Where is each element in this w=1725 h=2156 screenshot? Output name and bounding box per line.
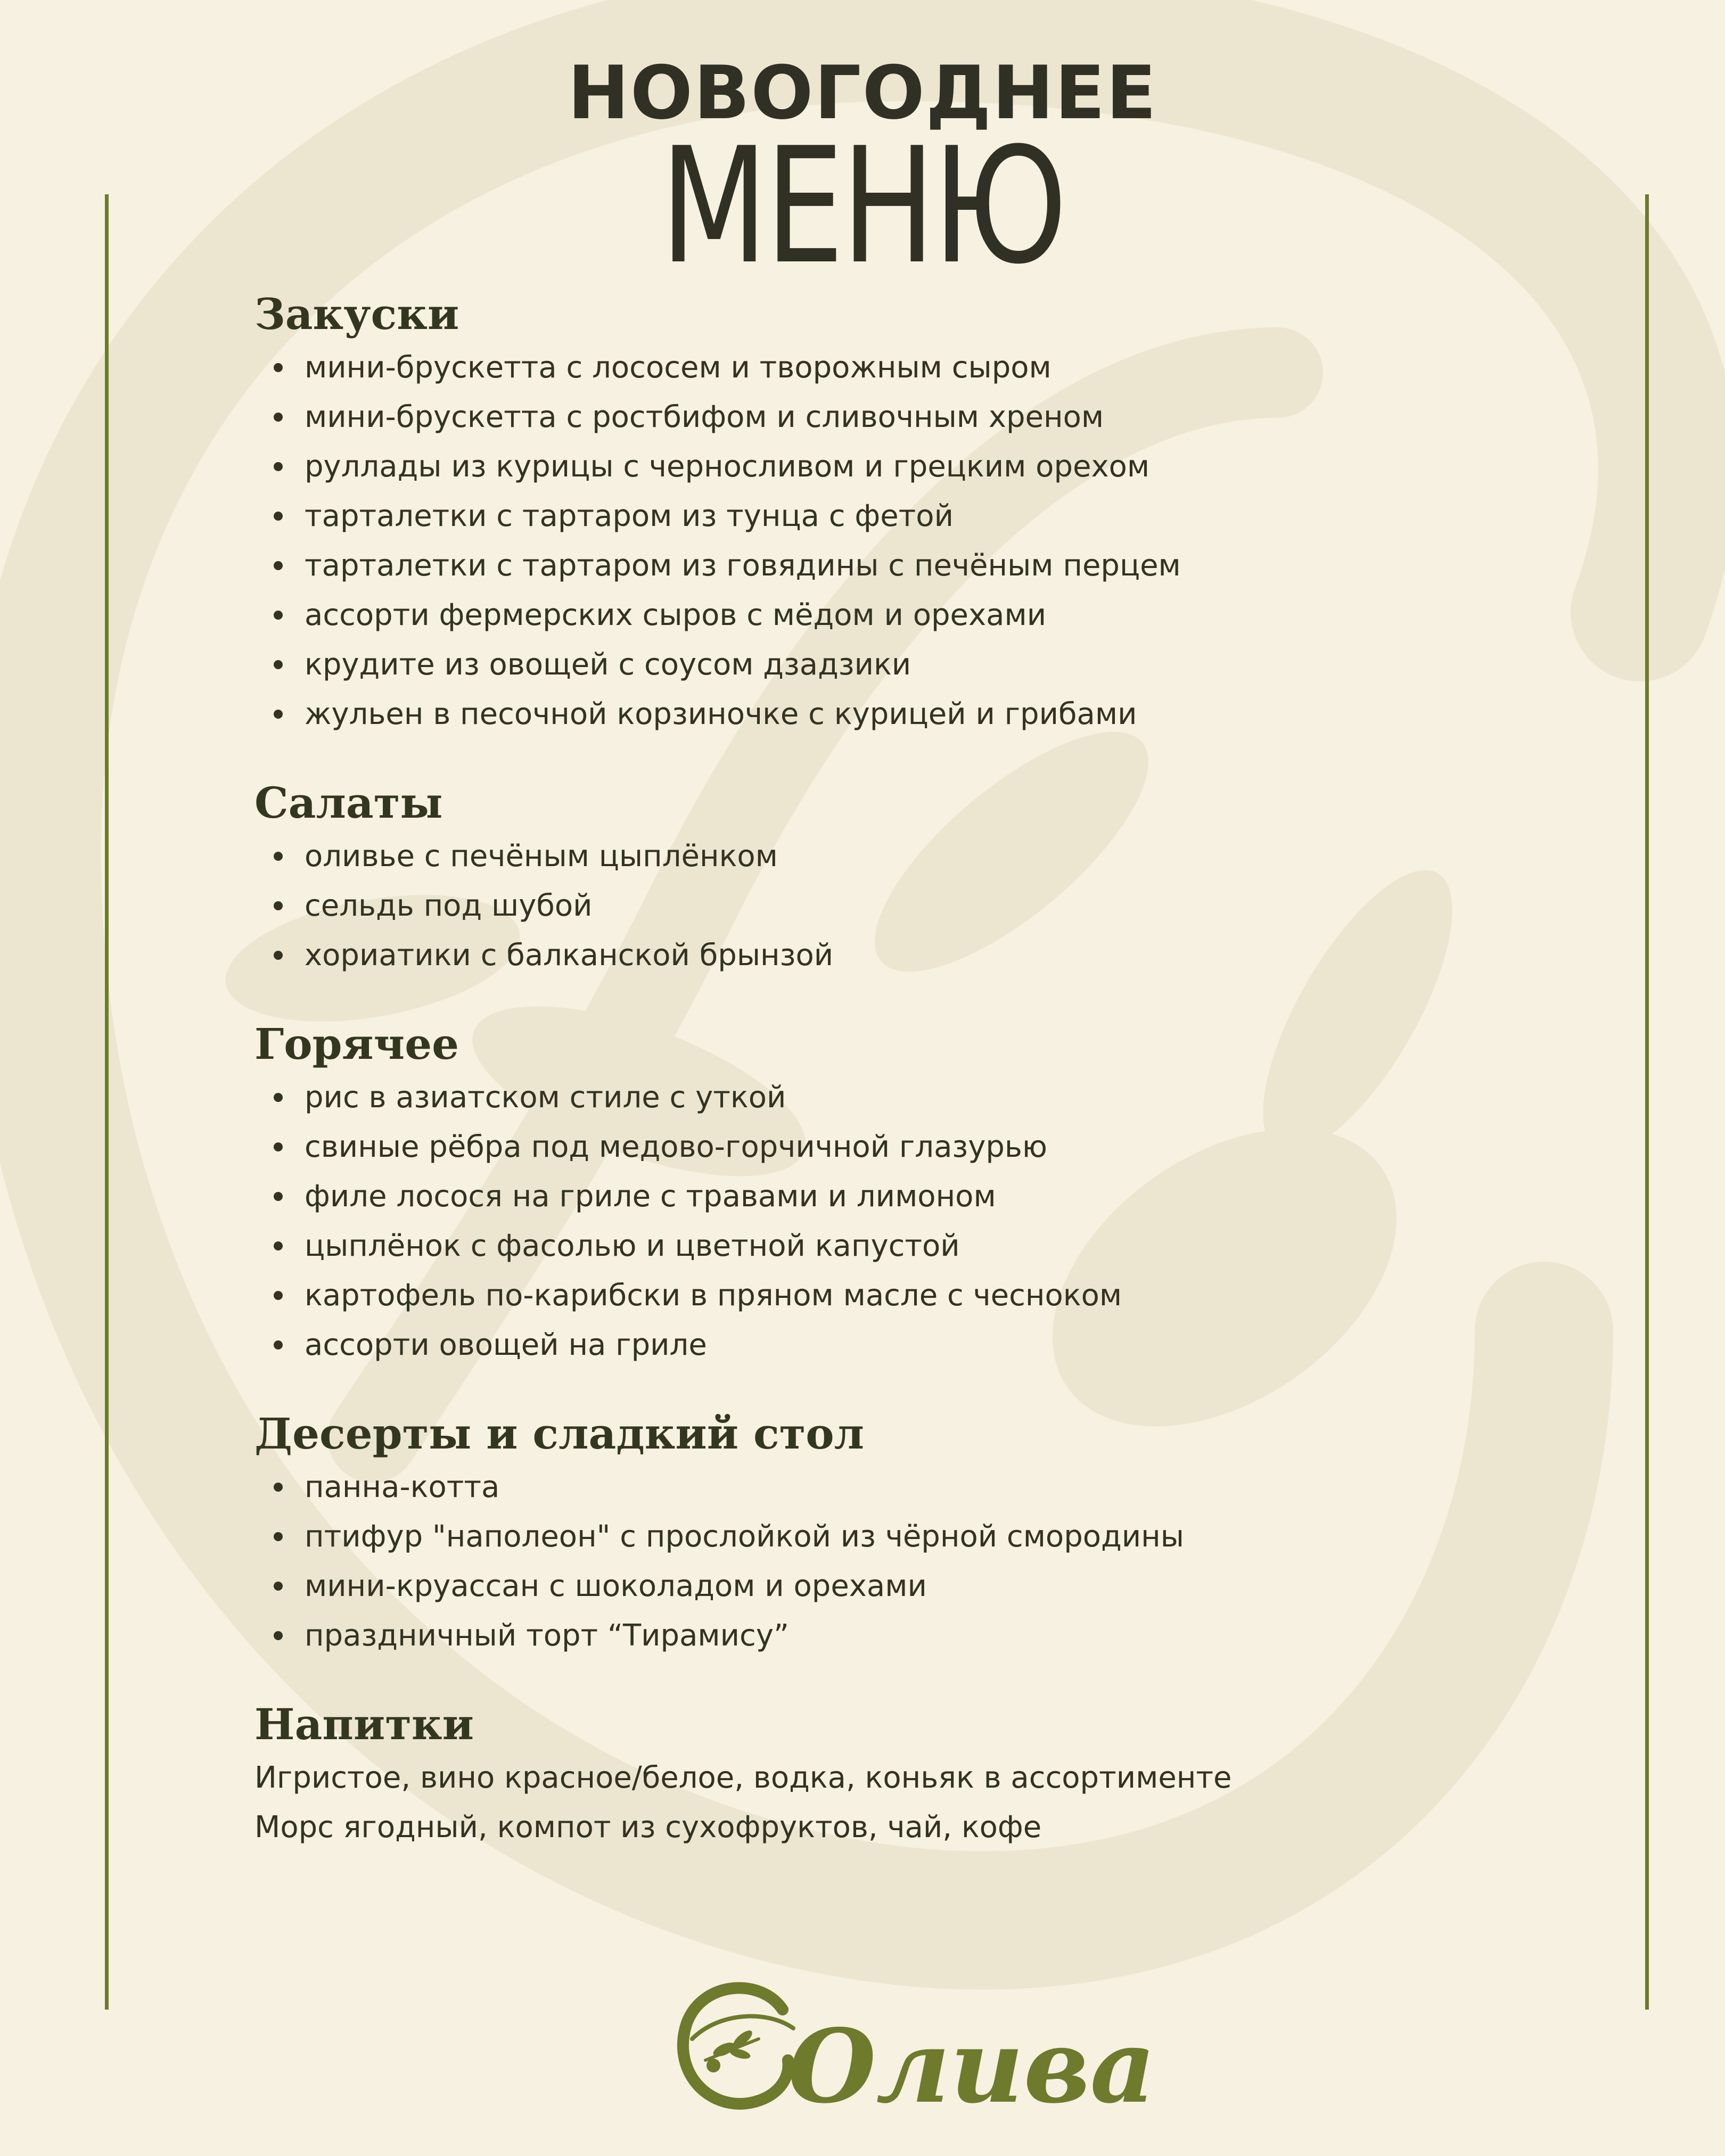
- list-item: тарталетки с тартаром из тунца с фетой: [254, 491, 1532, 541]
- bullet-icon: [274, 1582, 283, 1591]
- bullet-icon: [274, 852, 283, 861]
- list-item: праздничный торт “Тирамису”: [254, 1611, 1532, 1660]
- bullet-icon: [274, 363, 283, 372]
- list-item: мини-брускетта с лососем и творожным сыром: [254, 343, 1532, 392]
- list-item: ассорти овощей на гриле: [254, 1320, 1532, 1370]
- logo-text: Олива: [788, 2007, 1156, 2126]
- bullet-icon: [274, 462, 283, 471]
- bullet-icon: [274, 710, 283, 719]
- bullet-icon: [274, 1142, 283, 1151]
- section-zakuski: [254, 287, 1532, 739]
- list-item: рис в азиатском стиле с уткой: [254, 1073, 1532, 1122]
- bullet-icon: [274, 1241, 283, 1250]
- item-list: [254, 1073, 1532, 1370]
- list-item: ассорти фермерских сыров с мёдом и орехами: [254, 590, 1532, 640]
- item-list: [254, 832, 1532, 980]
- section-title: Горячее: [254, 1019, 459, 1069]
- section-title: Десерты и сладкий стол: [254, 1409, 864, 1459]
- list-item: крудите из овощей с соусом дзадзики: [254, 640, 1532, 689]
- list-item: филе лосося на гриле с травами и лимоном: [254, 1172, 1532, 1221]
- menu-title-top: НОВОГОДНЕЕ: [568, 50, 1157, 136]
- item-list: [254, 343, 1532, 739]
- list-item: птифур "наполеон" с прослойкой из чёрной смородины: [254, 1512, 1532, 1561]
- list-item: тарталетки с тартаром из говядины с печёным перцем: [254, 541, 1532, 590]
- section-napitki: [254, 1698, 1532, 1852]
- menu-title-main: МЕНЮ: [660, 113, 1065, 299]
- section-goryachee: [254, 1017, 1532, 1370]
- list-item: картофель по-карибски в пряном масле с чесноком: [254, 1271, 1532, 1320]
- bullet-icon: [274, 413, 283, 422]
- bullet-icon: [274, 951, 283, 960]
- list-item: жульен в песочной корзиночке с курицей и грибами: [254, 689, 1532, 739]
- list-item: оливье с печёным цыплёнком: [254, 832, 1532, 881]
- menu-content: [254, 287, 1532, 1852]
- list-item: руллады из курицы с черносливом и грецким орехом: [254, 442, 1532, 491]
- bullet-icon: [274, 1340, 283, 1349]
- list-item: цыплёнок с фасолью и цветной капустой: [254, 1221, 1532, 1271]
- list-item: свиные рёбра под медово-горчичной глазурью: [254, 1122, 1532, 1172]
- section-title: Напитки: [254, 1699, 474, 1749]
- bullet-icon: [274, 660, 283, 669]
- section-title: Закуски: [254, 289, 459, 339]
- bullet-icon: [274, 1631, 283, 1640]
- oliva-logo: [660, 1959, 1156, 2129]
- item-list: [254, 1462, 1532, 1660]
- list-item: панна-котта: [254, 1462, 1532, 1512]
- bullet-icon: [274, 1532, 283, 1541]
- list-item: мини-брускетта с ростбифом и сливочным хреном: [254, 392, 1532, 442]
- drinks-line: Морс ягодный, компот из сухофруктов, чай, кофе: [254, 1810, 1042, 1845]
- bullet-icon: [274, 901, 283, 910]
- drinks-line: Игристое, вино красное/белое, водка, коньяк в ассортименте: [254, 1760, 1232, 1795]
- list-item: сельдь под шубой: [254, 881, 1532, 931]
- right-divider-line: [1645, 194, 1649, 2010]
- list-item: хориатики с балканской брынзой: [254, 931, 1532, 980]
- bullet-icon: [274, 512, 283, 521]
- bullet-icon: [274, 1291, 283, 1300]
- bullet-icon: [274, 1093, 283, 1102]
- bullet-icon: [274, 611, 283, 620]
- list-item: мини-круассан с шоколадом и орехами: [254, 1561, 1532, 1611]
- bullet-icon: [274, 1192, 283, 1201]
- bullet-icon: [274, 1483, 283, 1492]
- section-salaty: [254, 776, 1532, 980]
- left-divider-line: [105, 194, 109, 2010]
- bullet-icon: [274, 561, 283, 570]
- section-deserty: [254, 1407, 1532, 1660]
- section-title: Салаты: [254, 778, 443, 828]
